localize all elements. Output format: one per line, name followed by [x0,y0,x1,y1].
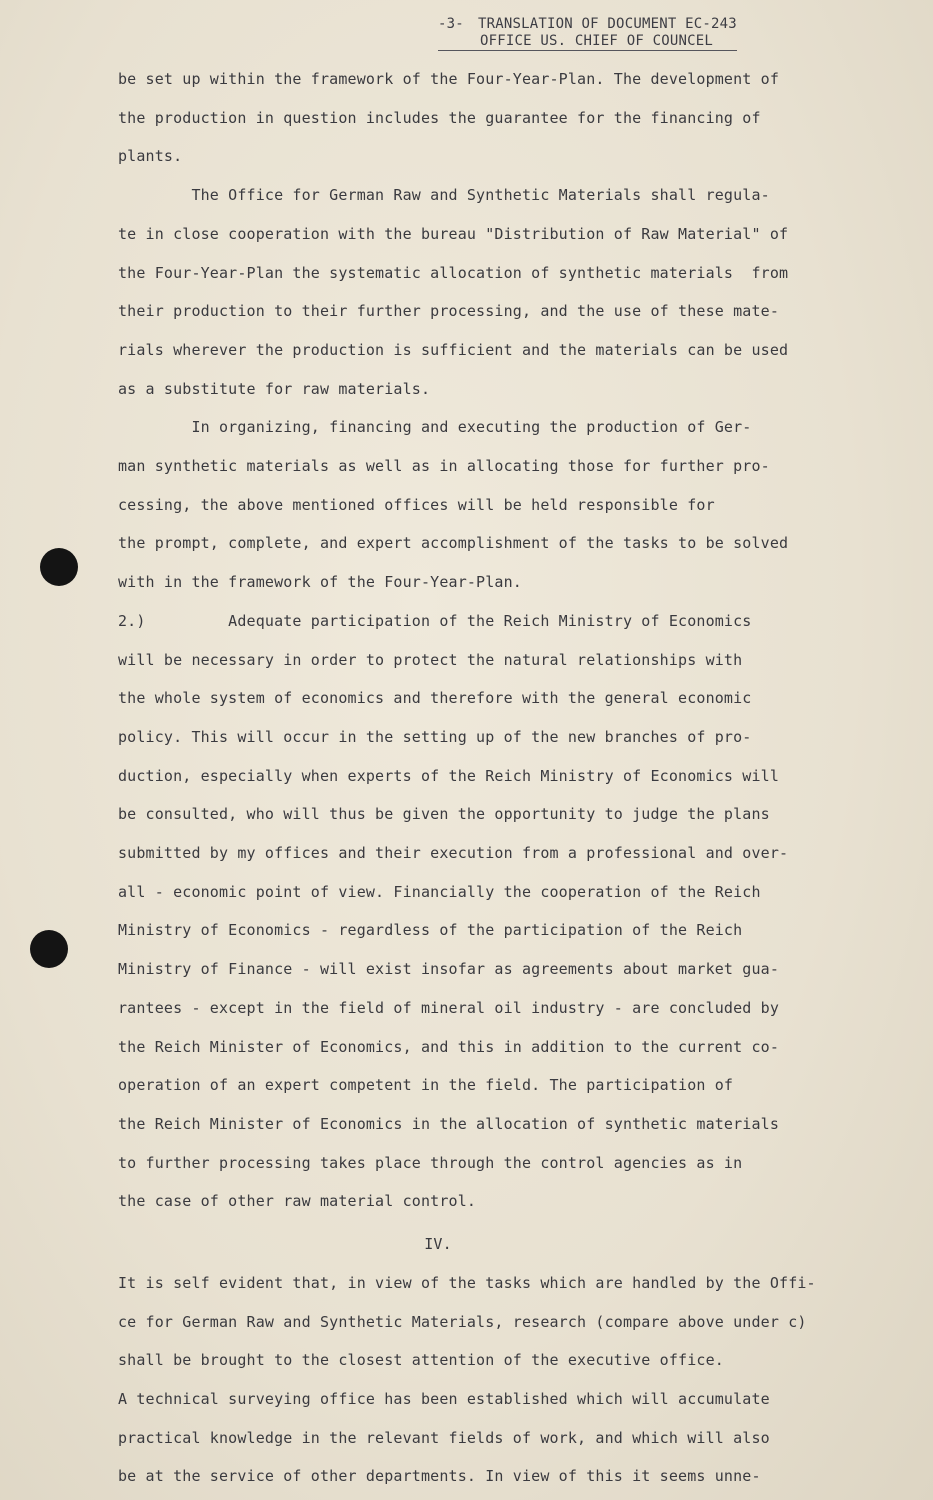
text-line: the Four-Year-Plan the systematic allocation of synthetic materials from [118,263,789,282]
text-line: ce for German Raw and Synthetic Materials, research (compare above under c) [118,1312,807,1331]
text-line: will be necessary in order to protect the natural relationships with [118,650,743,669]
text-line: their production to their further processing, and the use of these mate- [118,302,780,321]
text-line: Ministry of Economics - regardless of the participation of the Reich [118,921,743,940]
text-line: the whole system of economics and therefore with the general economic [118,689,752,708]
text-line: the Reich Minister of Economics, and this in addition to the current co- [118,1037,780,1056]
text-line: the case of other raw material control. [118,1192,477,1211]
text-line: duction, especially when experts of the Reich Ministry of Economics will [118,766,780,785]
section-heading: IV. [424,1235,452,1254]
text-line: rantees - except in the field of mineral oil industry - are concluded by [118,998,780,1017]
text-line: be set up within the framework of the Four-Year-Plan. The development of [118,70,780,88]
text-line: 2.) Adequate participation of the Reich Ministry of Economics [118,611,752,630]
text-line: with in the framework of the Four-Year-Plan. [118,573,522,592]
text-line: policy. This will occur in the setting up of the new branches of pro- [118,727,752,746]
text-line: to further processing takes place through the control agencies as in [118,1153,743,1172]
text-line: rials wherever the production is sufficient and the materials can be used [118,340,789,359]
text-line: te in close cooperation with the bureau "Distribution of Raw Material" of [118,224,789,243]
text-line: In organizing, financing and executing the production of Ger- [118,418,752,437]
text-line: all - economic point of view. Financially the cooperation of the Reich [118,882,761,901]
text-line: A technical surveying office has been established which will accumulate [118,1389,770,1408]
text-line: the production in question includes the guarantee for the financing of [118,108,761,127]
page-number: -3- [438,16,464,32]
text-line: be consulted, who will thus be given the opportunity to judge the plans [118,805,770,824]
text-line: Ministry of Finance - will exist insofar as agreements about market gua- [118,960,780,979]
text-line: be at the service of other departments. In view of this it seems unne- [118,1467,761,1486]
text-line: submitted by my offices and their execution from a professional and over- [118,844,789,863]
text-line: as a substitute for raw materials. [118,379,431,398]
header-line-2: OFFICE US. CHIEF OF COUNCEL [438,33,737,51]
document-header [438,16,737,51]
text-line: the prompt, complete, and expert accomplishment of the tasks to be solved [118,534,789,553]
header-line-1: TRANSLATION OF DOCUMENT EC-243 [478,16,737,32]
text-line: shall be brought to the closest attention of the executive office. [118,1351,724,1370]
binder-hole-bottom [30,930,68,968]
text-line: It is self evident that, in view of the tasks which are handled by the Offi- [118,1273,816,1292]
text-line: The Office for German Raw and Synthetic Materials shall regula- [118,186,770,205]
document-body [118,60,858,1496]
binder-hole-top [40,548,78,586]
text-line: plants. [118,147,183,166]
text-line: man synthetic materials as well as in allocating those for further pro- [118,457,770,476]
text-line: the Reich Minister of Economics in the allocation of synthetic materials [118,1114,780,1133]
text-line: operation of an expert competent in the field. The participation of [118,1076,734,1095]
text-line: cessing, the above mentioned offices will be held responsible for [118,495,715,514]
text-line: practical knowledge in the relevant fields of work, and which will also [118,1428,770,1447]
